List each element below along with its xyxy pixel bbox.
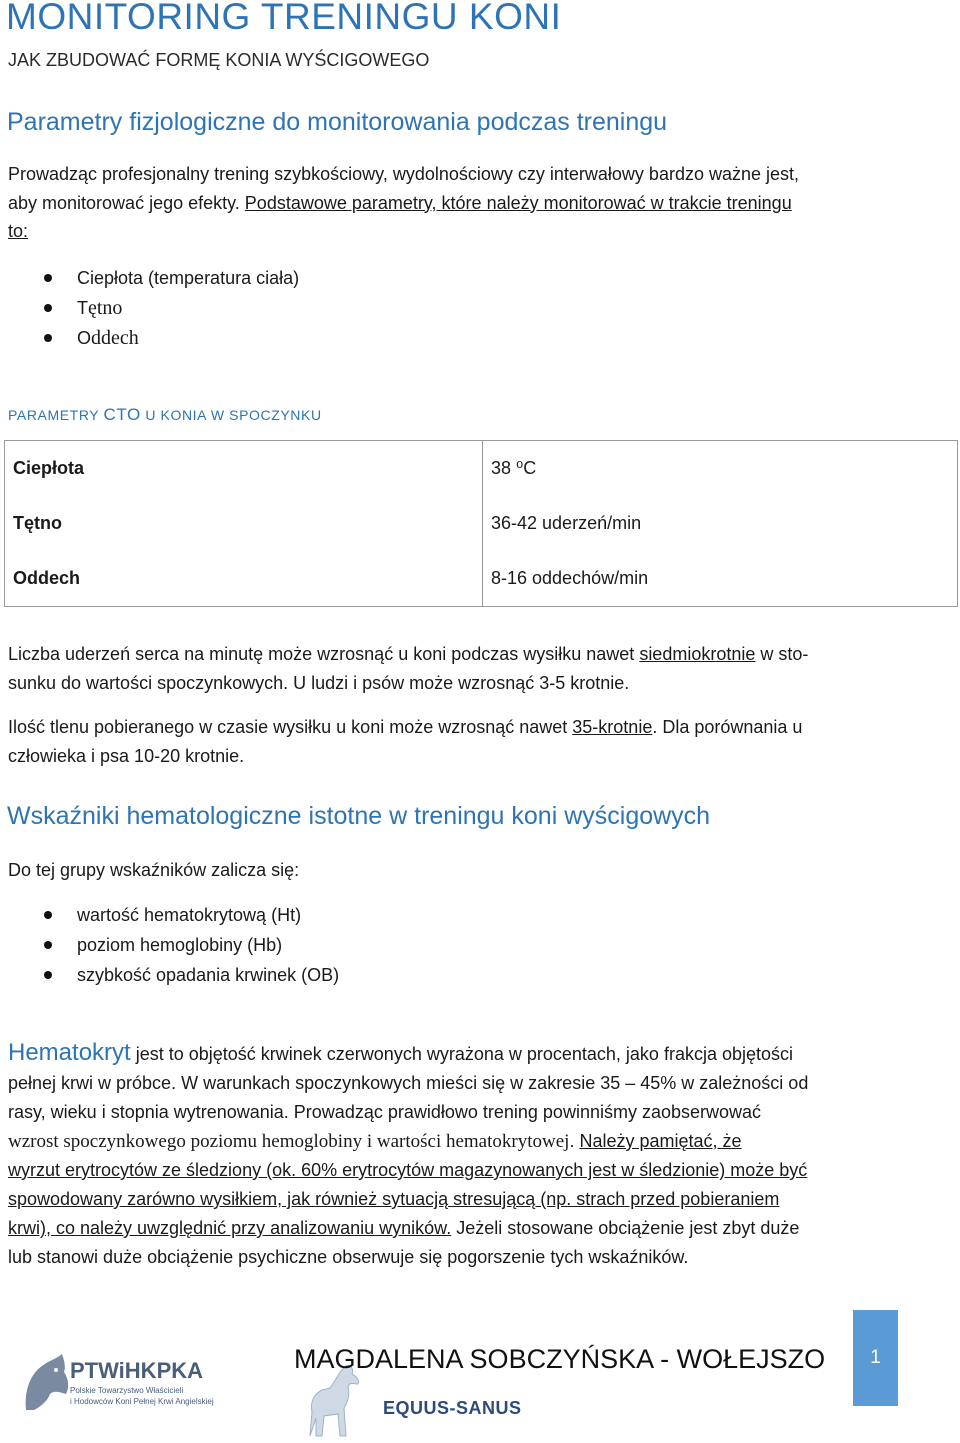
- table-cell-param: Ciepłota: [5, 441, 483, 497]
- intro-line-1: Prowadząc profesjonalny trening szybkościowy, wydolnościowy czy interwałowy bardzo ważne jest,: [8, 164, 800, 184]
- table-row: [5, 441, 958, 497]
- heart-rate-paragraph: Liczba uderzeń serca na minutę może wzrosnąć u koni podczas wysiłku nawet siedmiokrotnie w sto- sunku do wartości spoczynkowych. U ludzi i psów może wzrosnąć 3-5 krotnie.: [8, 644, 809, 693]
- equus-sanus-logo: EQUUS-SANUS: [383, 1398, 522, 1418]
- intro-line-2: aby monitorować jego efekty. Podstawowe parametry, które należy monitorować w trakcie treningu: [8, 192, 792, 213]
- ptw-subtitle-2: i Hodowców Koni Pełnej Krwi Angielskiej: [70, 1397, 214, 1406]
- parameters-list: [44, 263, 299, 353]
- underlined-text: Podstawowe parametry, które należy monitorować w trakcie treningu: [244, 192, 792, 213]
- rest-table-heading: PARAMETRY CTO U KONIA W SPOCZYNKU: [8, 405, 322, 424]
- ptw-subtitle-1: Polskie Towarzystwo Właścicieli: [70, 1386, 184, 1395]
- hematology-intro: Do tej grupy wskaźników zalicza się:: [8, 860, 300, 880]
- section-heading-hematology: Wskaźniki hematologiczne istotne w treningu koni wyścigowych: [7, 802, 711, 830]
- rest-parameters-table: [4, 440, 958, 607]
- section-heading-physiology: Parametry fizjologiczne do monitorowania podczas treningu: [7, 108, 668, 136]
- table-cell-param: Tętno: [5, 496, 483, 551]
- hematology-list: [44, 900, 339, 990]
- list-item: poziom hemoglobiny (Hb): [44, 930, 339, 960]
- list-item: szybkość opadania krwinek (OB): [44, 960, 339, 990]
- document-title: MONITORING TRENINGU KONI: [6, 0, 562, 37]
- page-number: 1: [853, 1310, 898, 1406]
- list-item: Ciepłota (temperatura ciała): [44, 263, 299, 293]
- ptw-name: PTWiHKPKA: [70, 1358, 204, 1383]
- table-cell-value: 8-16 oddechów/min: [483, 551, 958, 607]
- list-item: Tętno: [44, 293, 299, 323]
- document-subtitle: JAK ZBUDOWAĆ FORMĘ KONIA WYŚCIGOWEGO: [8, 50, 430, 70]
- table-row: [5, 496, 958, 551]
- hematocrit-paragraph: Hematokryt jest to objętość krwinek czerwonych wyrażona w procentach, jako frakcja objętości pełnej krwi w próbce. W warunkach spoczynkowych mieści się w zakresie 35 – 45% w zależności od rasy, wieku i stopnia wytrenowania. Prowadząc prawidłowo trening powinniśmy zaobserwować wzrost spoczynkowego poziomu hemoglobiny i wartości hematokrytowej. Należy pamiętać, że wyrzut erytrocytów ze śledziony (ok. 60% erytrocytów magazynowanych jest w śledzionie) może być spowodowany zarówno wysiłkiem, jak również sytuacją stresującą (np. strach przed pobieraniem krwi), co należy uwzględnić przy analizowaniu wyników. Jeżeli stosowane obciążenie jest zbyt duże lub stanowi duże obciążenie psychiczne obserwuje się pogorszenie tych wskaźników.: [8, 1039, 809, 1267]
- table-row: [5, 551, 958, 607]
- intro-line-3: to:: [8, 221, 29, 241]
- oxygen-paragraph: Ilość tlenu pobieranego w czasie wysiłku u koni może wzrosnąć nawet 35-krotnie. Dla porównania u człowieka i psa 10-20 krotnie.: [8, 717, 803, 766]
- hematocrit-term: Hematokryt: [8, 1039, 131, 1066]
- table-cell-param: Oddech: [5, 551, 483, 607]
- table-cell-value: 36-42 uderzeń/min: [483, 496, 958, 551]
- author-name: MAGDALENA SOBCZYŃSKA - WOŁEJSZO: [294, 1344, 826, 1374]
- intro-paragraph: [8, 160, 908, 246]
- list-item: wartość hematokrytową (Ht): [44, 900, 339, 930]
- list-item: Oddech: [44, 323, 299, 353]
- ptwihkpka-logo: [20, 1352, 220, 1414]
- table-cell-value: 38 ⁰C: [483, 441, 958, 497]
